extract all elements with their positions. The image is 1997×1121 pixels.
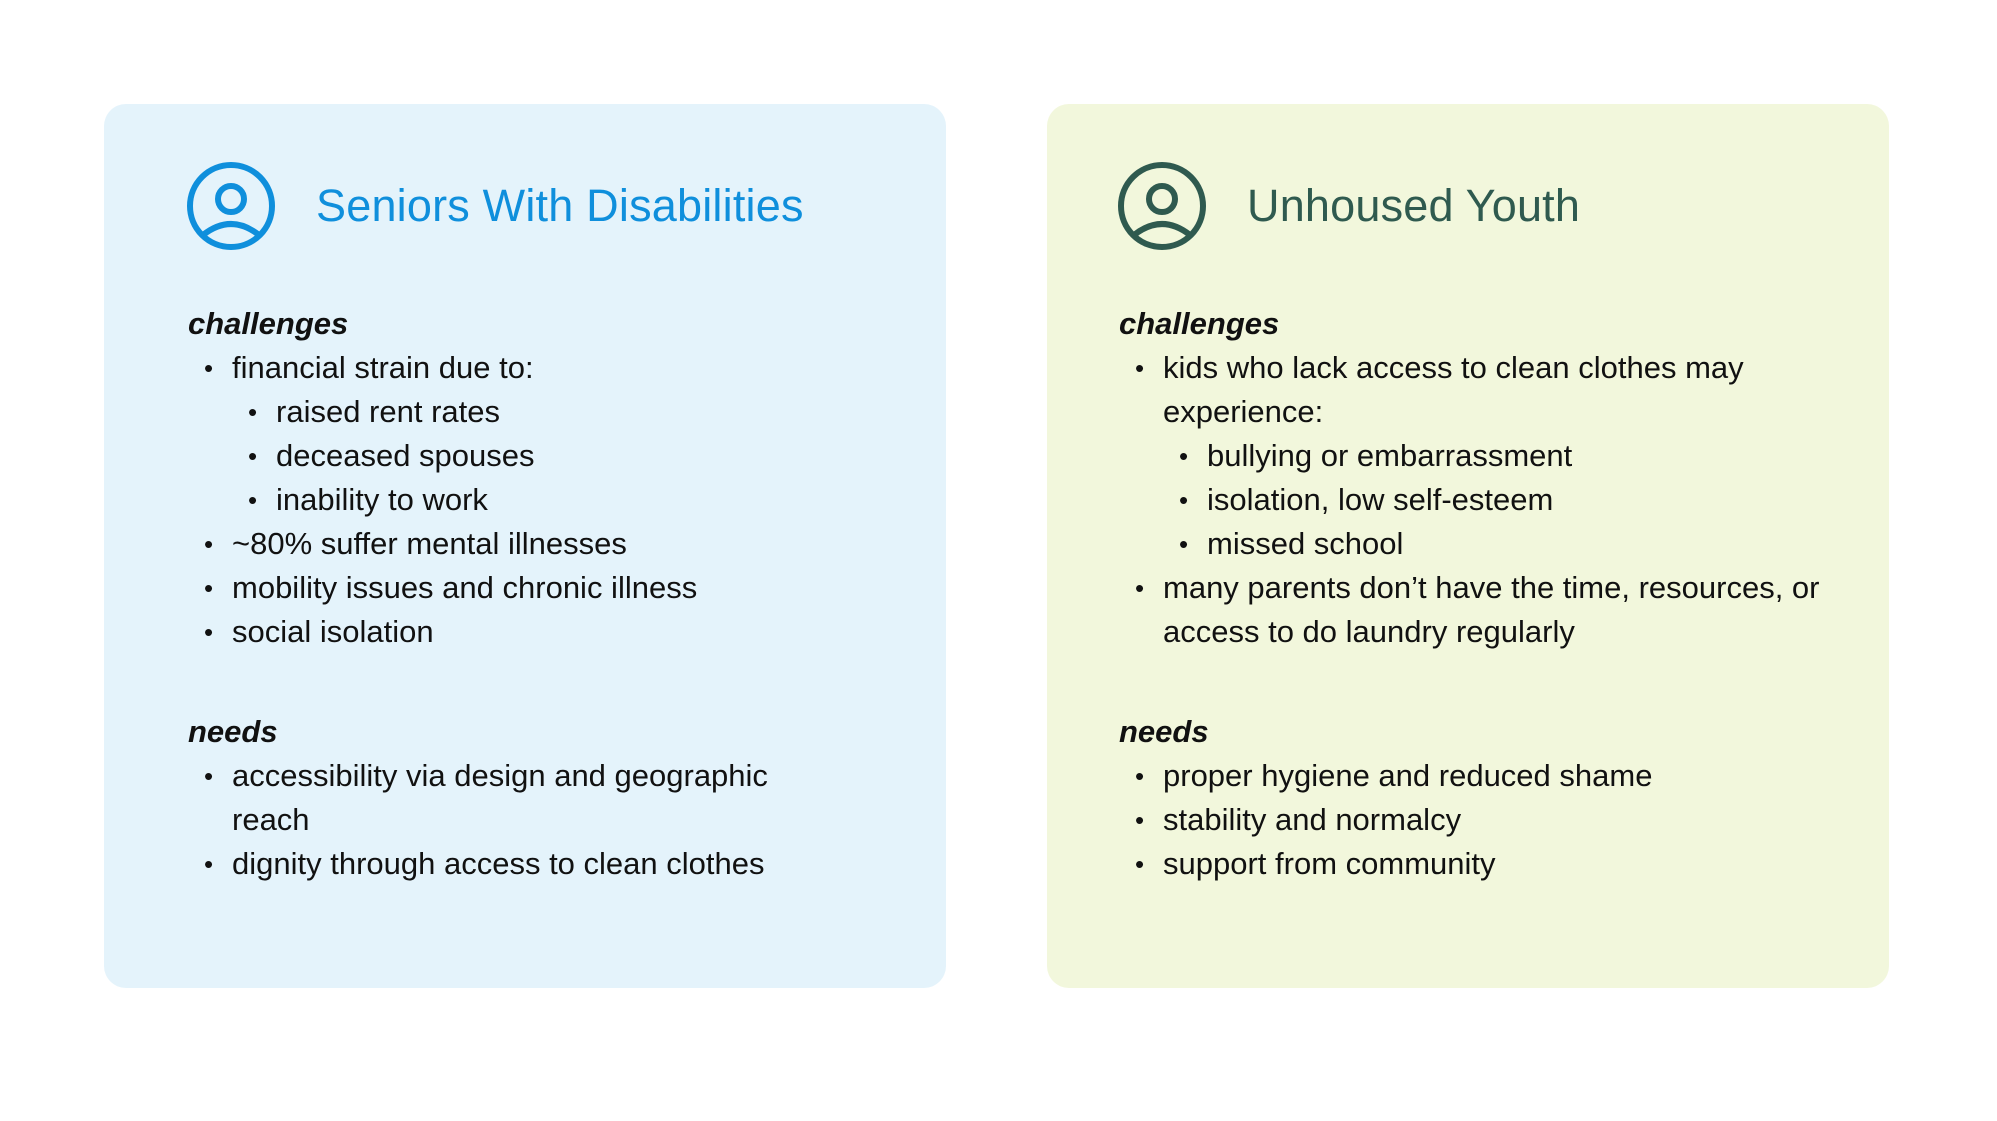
youth-card — [1047, 104, 1889, 988]
list-item: • support from community — [1119, 842, 1849, 886]
needs-list — [1119, 754, 1849, 886]
seniors-card — [104, 104, 946, 988]
challenges-list — [188, 346, 828, 654]
challenges-list — [1119, 346, 1849, 654]
list-item: • ~80% suffer mental illnesses — [188, 522, 828, 566]
list-item: • mobility issues and chronic illness — [188, 566, 828, 610]
user-circle-icon — [1117, 161, 1207, 251]
list-item: • deceased spouses — [232, 434, 828, 478]
needs-heading: needs — [188, 714, 278, 749]
list-item: • accessibility via design and geographic reach — [188, 754, 828, 842]
sub-list — [1163, 434, 1849, 566]
list-item: • proper hygiene and reduced shame — [1119, 754, 1849, 798]
list-item: • financial strain due to: • raised rent rates • deceased spouses • inability to work — [188, 346, 828, 522]
user-circle-icon — [186, 161, 276, 251]
needs-heading: needs — [1119, 714, 1209, 749]
sub-list — [232, 390, 828, 522]
card-title: Unhoused Youth — [1247, 180, 1581, 231]
list-item: • inability to work — [232, 478, 828, 522]
challenges-heading: challenges — [1119, 306, 1280, 341]
card-header — [186, 160, 946, 252]
list-item: • missed school — [1163, 522, 1849, 566]
list-item: • social isolation — [188, 610, 828, 654]
list-item: • raised rent rates — [232, 390, 828, 434]
list-item: • dignity through access to clean clothes — [188, 842, 828, 886]
needs-list — [188, 754, 828, 886]
card-header — [1117, 160, 1889, 252]
list-item: • many parents don’t have the time, resources, or access to do laundry regularly — [1119, 566, 1849, 654]
list-item: • kids who lack access to clean clothes may experience: • bullying or embarrassment • isolation, low self-esteem • missed school — [1119, 346, 1849, 566]
challenges-heading: challenges — [188, 306, 349, 341]
list-item: • bullying or embarrassment — [1163, 434, 1849, 478]
list-item: • stability and normalcy — [1119, 798, 1849, 842]
card-title: Seniors With Disabilities — [316, 180, 804, 231]
list-item: • isolation, low self-esteem — [1163, 478, 1849, 522]
